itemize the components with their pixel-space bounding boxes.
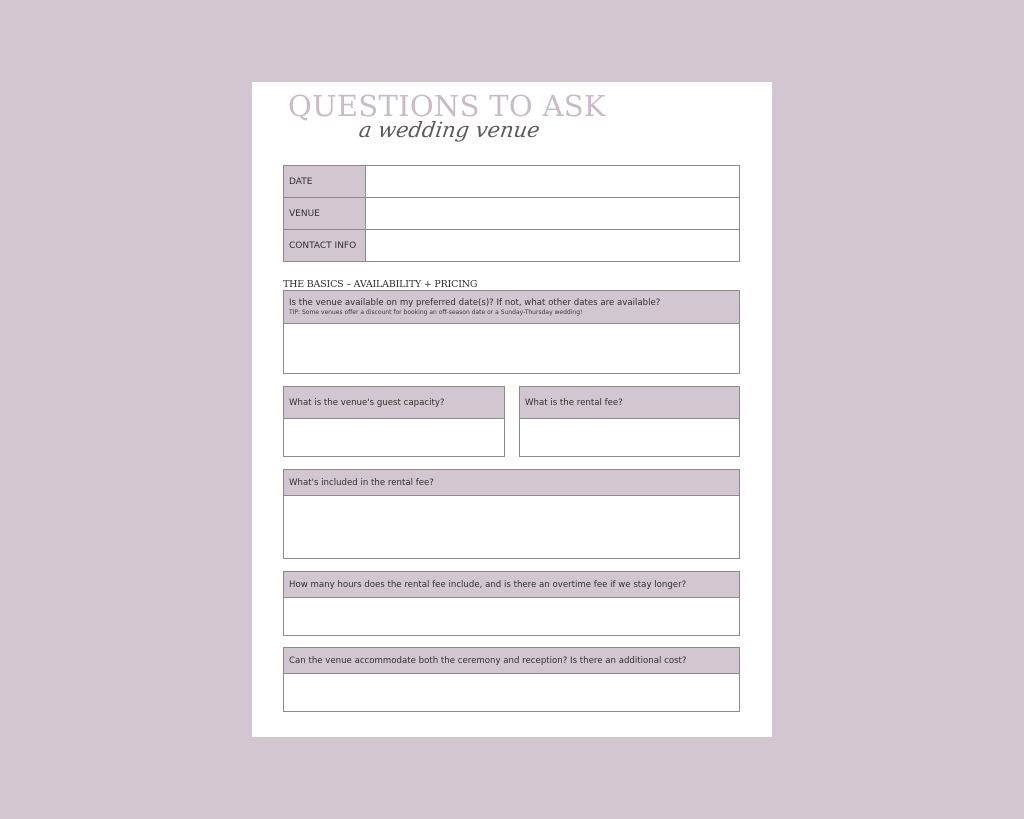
question-box-included <box>283 469 740 559</box>
question-text-rental-fee: What is the rental fee? <box>525 397 623 408</box>
question-text-guest-capacity: What is the venue's guest capacity? <box>289 397 445 408</box>
answer-field-guest-capacity[interactable] <box>284 419 504 456</box>
info-row-date <box>284 166 739 198</box>
worksheet-title: QUESTIONS TO ASK <box>288 89 606 123</box>
worksheet-subtitle: a wedding venue <box>357 118 542 142</box>
question-text-availability: Is the venue available on my preferred date(s)? If not, what other dates are available? <box>289 298 661 308</box>
worksheet-page <box>252 82 772 737</box>
section-heading: THE BASICS – AVAILABILITY + PRICING <box>283 279 478 290</box>
question-text-ceremony: Can the venue accommodate both the ceremony and reception? Is there an additional cost? <box>289 655 687 666</box>
date-field[interactable] <box>366 166 739 197</box>
question-header-included <box>284 470 739 496</box>
question-header-ceremony <box>284 648 739 674</box>
venue-field[interactable] <box>366 198 739 229</box>
info-label-date: DATE <box>284 166 366 197</box>
question-text-hours: How many hours does the rental fee include, and is there an overtime fee if we stay longer? <box>289 579 687 590</box>
question-header-availability <box>284 291 739 324</box>
info-label-contact: CONTACT INFO <box>284 230 366 261</box>
question-text-included: What's included in the rental fee? <box>289 477 434 488</box>
question-box-availability <box>283 290 740 374</box>
contact-info-field[interactable] <box>366 230 739 261</box>
question-box-ceremony <box>283 647 740 712</box>
question-header-rental-fee <box>520 387 739 419</box>
answer-field-availability[interactable] <box>284 324 739 373</box>
question-tip: TIP: Some venues offer a discount for booking an off-season date or a Sunday-Thursday wedding! <box>289 309 583 316</box>
question-header-hours <box>284 572 739 598</box>
answer-field-ceremony[interactable] <box>284 674 739 711</box>
question-box-guest-capacity <box>283 386 505 457</box>
question-header-guest-capacity <box>284 387 504 419</box>
info-row-contact <box>284 230 739 261</box>
question-box-rental-fee <box>519 386 740 457</box>
answer-field-included[interactable] <box>284 496 739 558</box>
info-table <box>283 165 740 262</box>
info-label-venue: VENUE <box>284 198 366 229</box>
answer-field-hours[interactable] <box>284 598 739 635</box>
question-box-hours <box>283 571 740 636</box>
info-row-venue <box>284 198 739 230</box>
answer-field-rental-fee[interactable] <box>520 419 739 456</box>
